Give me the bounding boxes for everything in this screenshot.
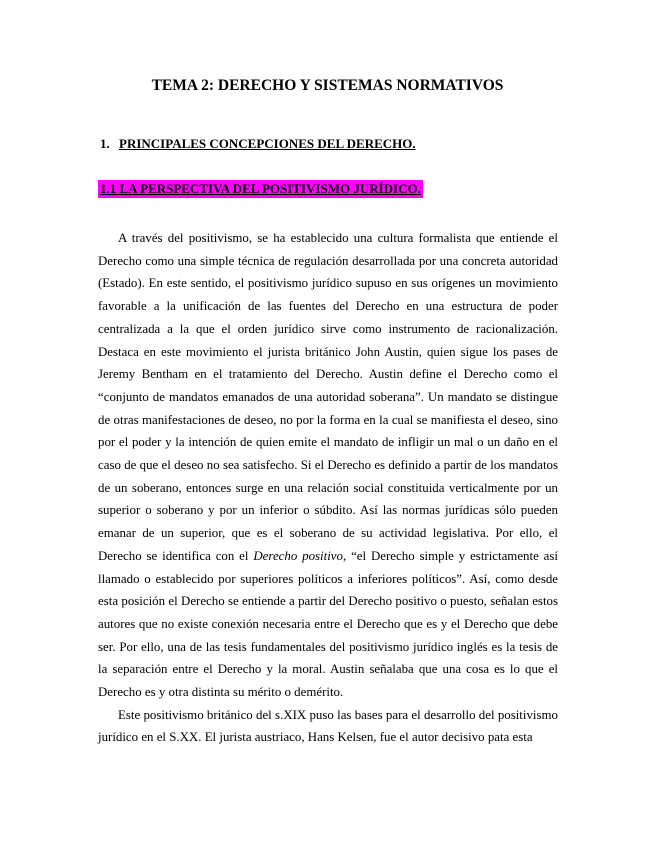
- paragraph-1-text-b: , “el Derecho simple y estrictamente así llamado o establecido por superiores políticos a inferiores políticos”. Así, como desde esta posición el Derecho se entiende a partir del Derecho positivo o puesto, señalan estos autores que no existe conexión necesaria entre el Derecho que es y el Derecho que debe ser. Por ello, una de las tesis fundamentales del positivismo jurídico inglés es la tesis de la separación entre el Derecho y la moral. Austin señalaba que una cosa es lo que el Derecho es y otra distinta su mérito o demérito.: [98, 548, 558, 700]
- section-heading-1: [100, 135, 416, 153]
- paragraph-1-text-a: A través del positivismo, se ha establecido una cultura formalista que entiende el Derecho como una simple técnica de regulación desarrollada por una concreta autoridad (Estado). En este sentido, el positivismo jurídico supuso en sus orígenes un movimiento favorable a la unificación de las fuentes del Derecho en una estructura de poder centralizada a la que el orden jurídico sirve como instrumento de racionalización. Destaca en este movimiento el jurista británico John Austin, quien sigue los pases de Jeremy Bentham en el tratamiento del Derecho. Austin define el Derecho como el “conjunto de mandatos emanados de una autoridad soberana”. Un mandato se distingue de otras manifestaciones de deseo, no por la forma en la cual se manifiesta el deseo, sino por el poder y la intención de quien emite el mandato de infligir un mal o un daño en el caso de que el deseo no sea satisfecho. Si el Derecho es definido a partir de los mandatos de un soberano, entonces surge en una relación social constituida verticalmente por un superior o soberano y por un inferior o súbdito. Así las normas jurídicas sólo pueden emanar de un superior, que es el soberano de su actividad legislativa. Por ello, el Derecho se identifica con el: [98, 231, 558, 563]
- document-title: TEMA 2: DERECHO Y SISTEMAS NORMATIVOS: [151, 77, 504, 94]
- paragraph-1-italic-term: Derecho positivo: [253, 548, 343, 563]
- section-title: PRINCIPALES CONCEPCIONES DEL DERECHO.: [119, 136, 416, 151]
- document-body: [98, 227, 558, 749]
- subsection-heading-highlighted: [98, 180, 423, 198]
- section-number: 1.: [100, 136, 110, 151]
- paragraph-2: Este positivismo británico del s.XIX puso las bases para el desarrollo del positivismo jurídico en el S.XX. El jurista austriaco, Hans Kelsen, fue el autor decisivo pata esta: [98, 707, 558, 745]
- paragraph-1: [98, 227, 558, 704]
- subsection-title: 1.1 LA PERSPECTIVA DEL POSITIVISMO JURÍDICO.: [100, 181, 421, 196]
